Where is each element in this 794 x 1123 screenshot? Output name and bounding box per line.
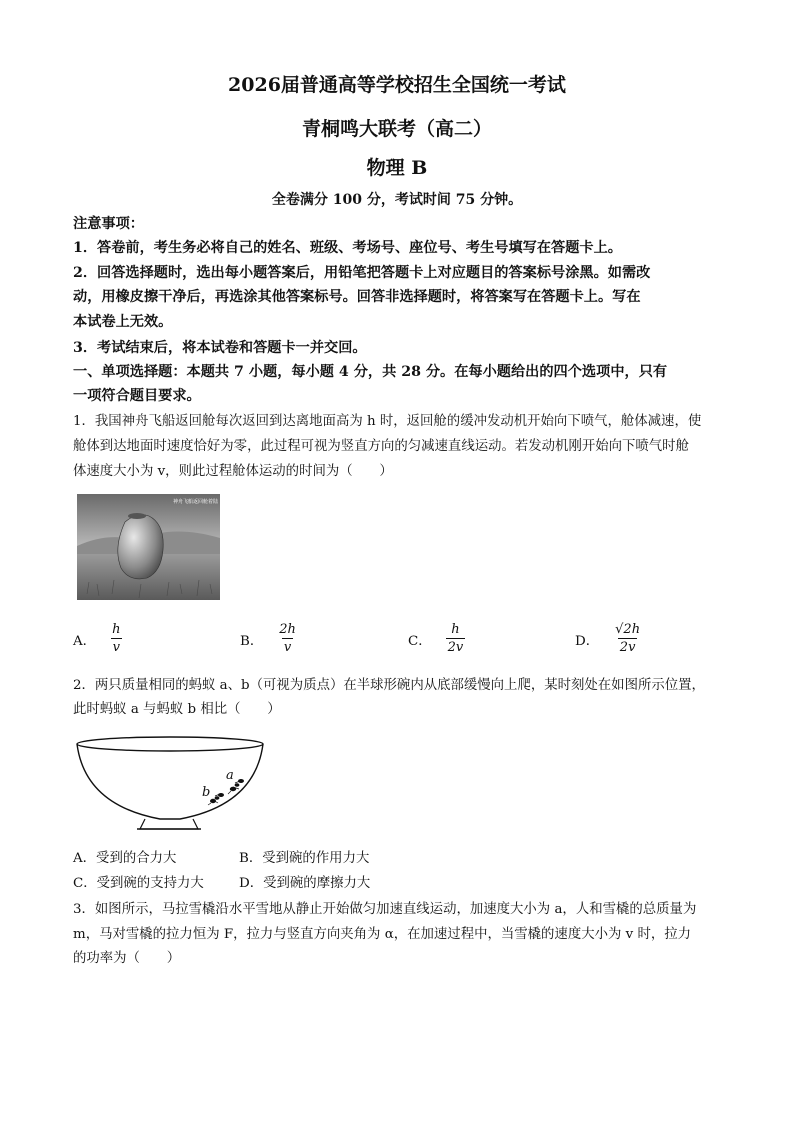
q2-line-1: 2．两只质量相同的蚂蚁 a、b（可视为质点）在半球形碗内从底部缓慢向上爬，某时刻处在如图所示位置， (73, 678, 705, 693)
fraction-numerator: h (451, 622, 460, 637)
note-2-line-1: 2．回答选择题时，选出每小题答案后，用铅笔把答题卡上对应题目的答案标号涂黑。如需改 (73, 265, 651, 281)
ant-b-label: b (202, 785, 211, 800)
subject-title: 物理 B (366, 157, 428, 179)
option-label: A． (73, 634, 97, 649)
exam-info: 全卷满分 100 分，考试时间 75 分钟。 (271, 192, 523, 208)
section-heading-line-1: 一、单项选择题：本题共 7 小题，每小题 4 分，共 28 分。在每小题给出的四个选项中，只有 (73, 364, 668, 380)
q3-line-3: 的功率为（ ） (73, 951, 181, 966)
fraction-denominator: 2v (447, 640, 464, 655)
note-1: 1．答卷前，考生务必将自己的姓名、班级、考场号、座位号、考生号填写在答题卡上。 (73, 240, 622, 256)
q1-line-3: 体速度大小为 v，则此过程舱体运动的时间为（ ） (73, 464, 393, 479)
fraction-denominator: v (283, 640, 292, 655)
note-2-line-3: 本试卷上无效。 (73, 314, 173, 330)
note-2-line-2: 动，用橡皮擦干净后，再选涂其他答案标号。回答非选择题时，将答案写在答题卡上。写在 (73, 289, 641, 305)
section-heading-line-2: 一项符合题目要求。 (73, 388, 201, 404)
fraction-numerator: 2h (279, 622, 296, 637)
ant-b-icon (208, 793, 224, 805)
q3-line-2: m，马对雪橇的拉力恒为 F，拉力与竖直方向夹角为 α，在加速过程中，当雪橇的速度大小为 v 时，拉力 (73, 927, 692, 942)
ant-a-label: a (226, 768, 234, 783)
q2-line-2: 此时蚂蚁 a 与蚂蚁 b 相比（ ） (73, 702, 281, 717)
fraction (446, 622, 466, 657)
q2-option-a[interactable]: A．受到的合力大 (73, 851, 177, 866)
option-label: D． (575, 634, 600, 649)
capsule-photo (77, 494, 220, 600)
q2-option-d[interactable]: D．受到碗的摩擦力大 (239, 876, 371, 891)
fraction (277, 622, 298, 657)
q1-line-2: 舱体到达地面时速度恰好为零，此过程可视为竖直方向的匀减速直线运动。若发动机刚开始向下喷气时舱 (73, 439, 689, 454)
q1-option-d[interactable] (575, 622, 642, 657)
q1-option-a[interactable] (73, 622, 122, 657)
q1-line-1: 1．我国神舟飞船返回舱每次返回到达离地面高为 h 时，返回舱的缓冲发动机开始向下喷气，舱体减速，使 (73, 414, 702, 429)
fraction-numerator: √2h (615, 622, 641, 637)
q3-line-1: 3．如图所示，马拉雪橇沿水平雪地从静止开始做匀加速直线运动，加速度大小为 a，人和雪橇的总质量为 (73, 902, 697, 917)
fraction-denominator: 2v (619, 640, 636, 655)
bowl-diagram (75, 735, 265, 833)
exam-subtitle: 青桐鸣大联考（高二） (301, 118, 492, 140)
note-3: 3．考试结束后，将本试卷和答题卡一并交回。 (73, 340, 367, 356)
option-label: B． (240, 634, 264, 649)
fraction-numerator: h (112, 622, 121, 637)
q2-option-c[interactable]: C．受到碗的支持力大 (73, 876, 204, 891)
photo-caption: 神舟飞船返回舱着陆 (173, 499, 219, 505)
q2-option-b[interactable]: B．受到碗的作用力大 (239, 851, 370, 866)
option-label: C． (408, 634, 432, 649)
fraction-denominator: v (112, 640, 120, 655)
q1-option-b[interactable] (240, 622, 298, 657)
fraction (613, 622, 642, 657)
fraction (110, 622, 122, 657)
q1-option-c[interactable] (408, 622, 465, 657)
exam-title: 2026届普通高等学校招生全国统一考试 (228, 74, 566, 96)
notes-heading: 注意事项： (73, 216, 144, 232)
